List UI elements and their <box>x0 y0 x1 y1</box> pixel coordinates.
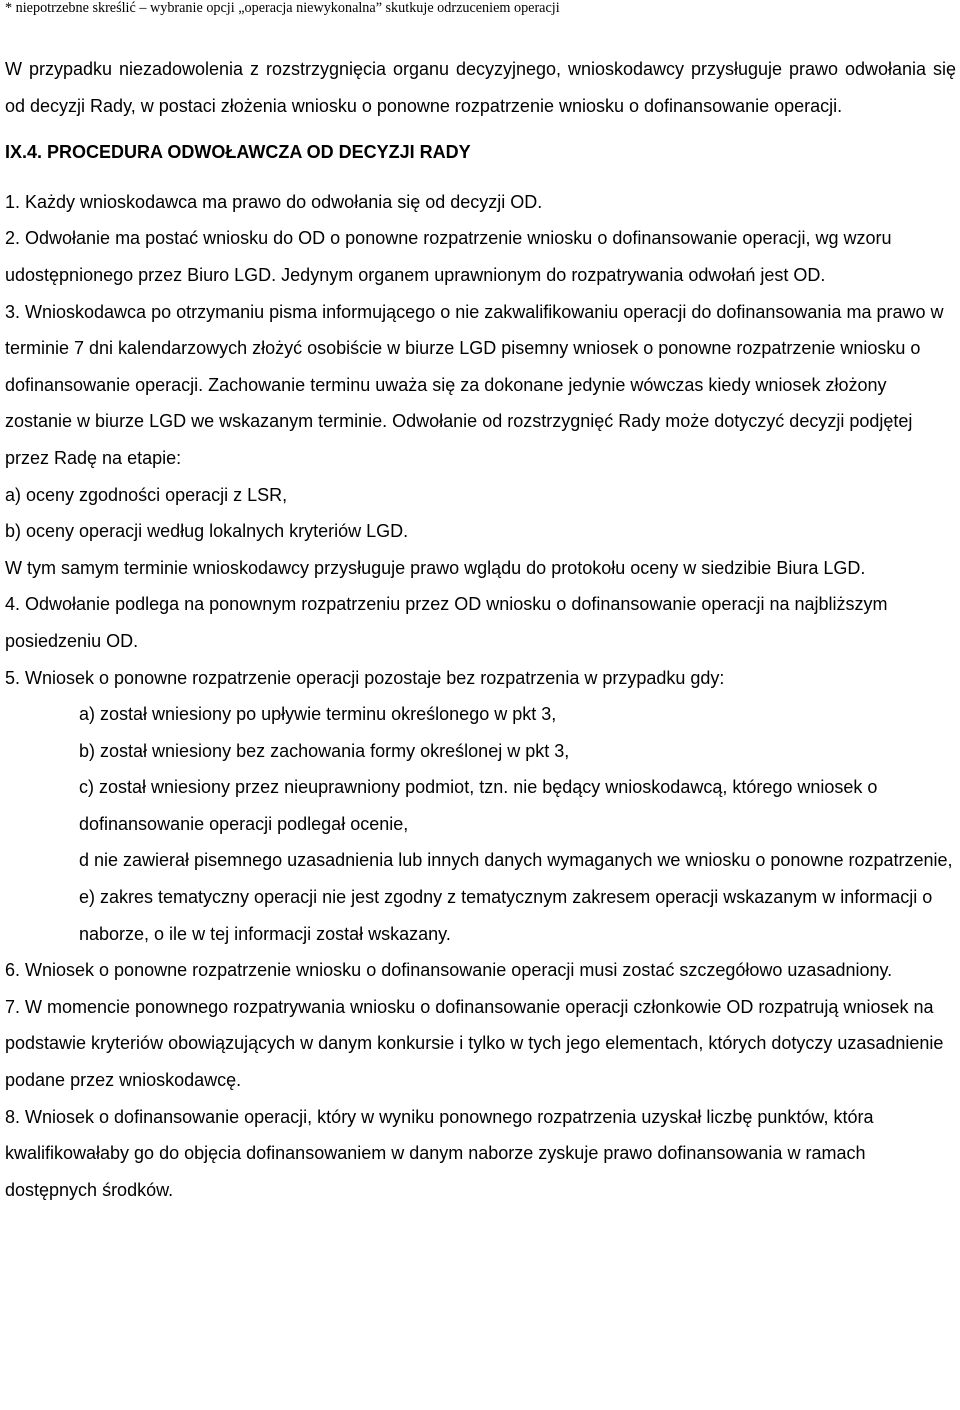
point-5-condition-b: b) został wniesiony bez zachowania formy określonej w pkt 3, <box>79 740 570 761</box>
point-3: 3. Wnioskodawca po otrzymaniu pisma informującego o nie zakwalifikowaniu operacji do dofinansowania ma prawo w terminie 7 dni kalendarzowych złożyć osobiście w biurze LGD pisemny wniosek o ponowne rozpatrzenie wniosku o dofinansowanie operacji. Zachowanie terminu uważa się za dokonane jedynie wówczas kiedy wniosek złożony zostanie w biurze LGD we wskazanym terminie. Odwołanie od rozstrzygnięć Rady może dotyczyć decyzji podjętej przez Radę na etapie: <box>5 301 944 468</box>
point-4: 4. Odwołanie podlega na ponownym rozpatrzeniu przez OD wniosku o dofinansowanie operacji na najbliższym posiedzeniu OD. <box>5 594 888 651</box>
point-5-condition-c: c) został wniesiony przez nieuprawniony podmiot, tzn. nie będący wnioskodawcą, którego wniosek o dofinansowanie operacji podlegał ocenie, <box>79 777 878 834</box>
point-6: 6. Wniosek o ponowne rozpatrzenie wniosku o dofinansowanie operacji musi zostać szczegółowo uzasadniony. <box>5 960 893 981</box>
point-5-condition-d: d nie zawierał pisemnego uzasadnienia lub innych danych wymaganych we wniosku o ponowne rozpatrzenie, <box>79 850 953 871</box>
point-3-inspection-right: W tym samym terminie wnioskodawcy przysługuje prawo wglądu do protokołu oceny w siedzibie Biura LGD. <box>5 557 866 578</box>
footnote: * niepotrzebne skreślić – wybranie opcji „operacja niewykonalna” skutkuje odrzuceniem operacji <box>5 0 560 16</box>
point-2: 2. Odwołanie ma postać wniosku do OD o ponowne rozpatrzenie wniosku o dofinansowanie operacji, wg wzoru udostępnionego przez Biuro LGD. Jedynym organem uprawnionym do rozpatrywania odwołań jest OD. <box>5 228 892 285</box>
point-5: 5. Wniosek o ponowne rozpatrzenie operacji pozostaje bez rozpatrzenia w przypadku gdy: <box>5 667 725 688</box>
point-8: 8. Wniosek o dofinansowanie operacji, który w wyniku ponownego rozpatrzenia uzyskał liczbę punktów, która kwalifikowałaby go do objęcia dofinansowaniem w danym naborze zyskuje prawo dofinansowania w ramach dostępnych środków. <box>5 1106 874 1200</box>
point-5-condition-e: e) zakres tematyczny operacji nie jest zgodny z tematycznym zakresem operacji wskazanym w informacji o naborze, o ile w tej informacji został wskazany. <box>79 887 933 944</box>
intro-paragraph: W przypadku niezadowolenia z rozstrzygnięcia organu decyzyjnego, wnioskodawcy przysługuje prawo odwołania się od decyzji Rady, w postaci złożenia wniosku o ponowne rozpatrzenie wniosku o dofinansowanie operacji. <box>5 59 956 116</box>
point-7: 7. W momencie ponownego rozpatrywania wniosku o dofinansowanie operacji członkowie OD rozpatrują wniosek na podstawie kryteriów obowiązujących w danym konkursie i tylko w tych jego elementach, których dotyczy uzasadnienie podane przez wnioskodawcę. <box>5 996 944 1091</box>
point-3-option-a: a) oceny zgodności operacji z LSR, <box>5 484 288 505</box>
point-5-condition-a: a) został wniesiony po upływie terminu określonego w pkt 3, <box>79 704 557 725</box>
point-1: 1. Każdy wnioskodawca ma prawo do odwołania się od decyzji OD. <box>5 191 543 212</box>
point-3-option-b: b) oceny operacji według lokalnych kryteriów LGD. <box>5 521 409 542</box>
section-heading: IX.4. PROCEDURA ODWOŁAWCZA OD DECYZJI RADY <box>5 142 471 163</box>
